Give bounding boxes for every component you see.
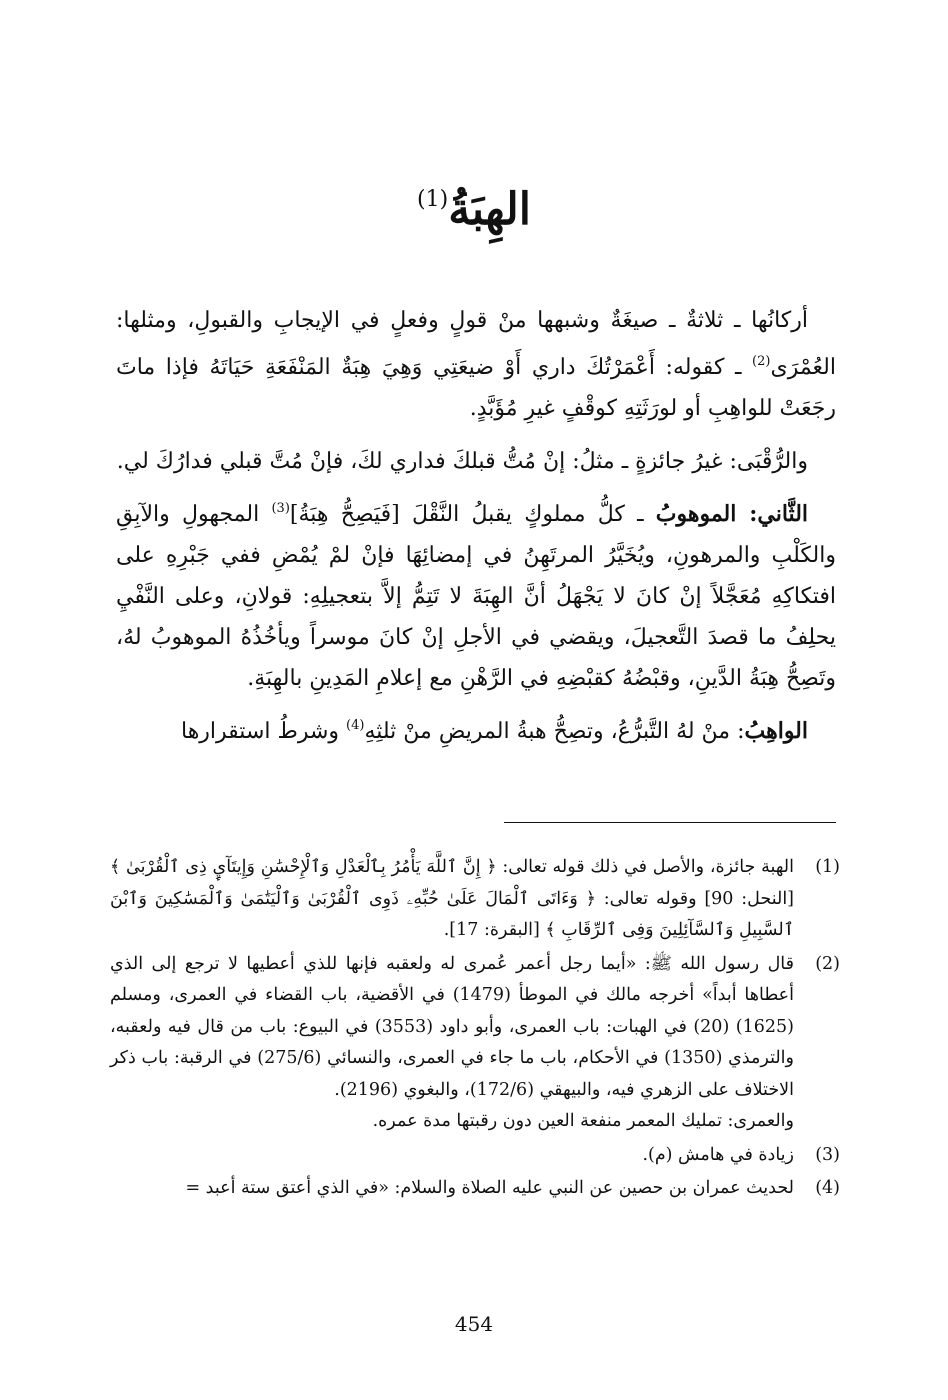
footnote (110, 1173, 840, 1205)
footnote-ref: (4) (346, 718, 365, 733)
main-text (116, 300, 836, 758)
footnote-ref: (3) (271, 501, 290, 516)
footnote-text: الهبة جائزة، والأصل في ذلك قوله تعالى: ﴿ إِنَّ ٱللَّهَ يَأْمُرُ بِٱلْعَدْلِ وَٱلْإِحْسَٰنِ وَإِيتَآيِٕ ذِى ٱلْقُرْبَىٰ ﴾ [النحل: 90] وقوله تعالى: ﴿ وَءَاتَى ٱلْمَالَ عَلَىٰ حُبِّهِۦ ذَوِى ٱلْقُرْبَىٰ وَٱلْيَتَٰمَىٰ وَٱلْمَسَٰكِينَ وَٱبْنَ ٱلسَّبِيلِ وَٱلسَّآئِلِينَ وَفِى ٱلرِّقَابِ ﴾ [البقرة: 17]. (110, 857, 795, 940)
paragraph-lead: الواهِبُ (744, 718, 808, 744)
paragraph-text-continued: ـ كقوله: أَعْمَرْتُكَ داري أَوْ ضيعَتِي وَهِيَ هِبَةٌ المَنْفَعَةِ حَيَاتَهُ فإذا ماتَ رجَعَتْ للواهِبِ أو لورَثَتِهِ كوقْفٍ غيرِ مُؤَبَّدٍ. (116, 355, 836, 421)
footnote-number: (2) (815, 953, 840, 974)
paragraph-text-continued: المجهولِ والآبِقِ والكَلْبِ والمرهونِ، ويُخَيَّرُ المرتَهِنُ في إمضائِهَا فإنْ لمْ يُمْضِ ففي جَبْرِهِ على افتكاكِهِ مُعَجَّلاً إنْ كانَ لا يَجْهَلُ أنَّ الهِبَةَ لا تَتِمُّ إلاَّ بتعجيلِهِ: قولانِ، وعلى النَّفْيِ يحلِفُ ما قصدَ التَّعجيلَ، ويقضي في الأجلِ إنْ كانَ موسراً ويأخُذُهُ الموهوبُ لهُ، وتَصِحُّ هِبَةُ الدَّينِ، وقبْضُهُ كقبْضِهِ في الرَّهْنِ مع إعلامِ المَدِينِ بالهِبَةِ. (116, 502, 836, 691)
paragraph-text: ـ كلُّ مملوكٍ يقبلُ النَّقْلَ [فَيَصِحُّ هِبَةُ] (289, 502, 656, 527)
footnote (110, 949, 840, 1138)
paragraph-text-continued: وشرطُ استقرارها (181, 719, 347, 744)
paragraph (116, 300, 836, 429)
footnote-number: (3) (815, 1144, 840, 1165)
paragraph (116, 435, 836, 482)
footnote (110, 1140, 840, 1172)
paragraph-text: أركانُها ـ ثلاثةٌ ـ صيغَةٌ وشبهها منْ قولٍ وفعلٍ في الإيجابِ والقبولِ، ومثلها: العُمْرَى (116, 308, 836, 380)
page-number: 454 (454, 1312, 494, 1336)
paragraph-lead: الثَّاني: الموهوبُ (655, 501, 809, 527)
footnotes (110, 852, 840, 1207)
footnote-number: (4) (815, 1178, 840, 1198)
paragraph (116, 488, 836, 699)
footnote-number: (1) (815, 857, 840, 877)
title-text: الهِبَةُ (448, 184, 531, 235)
paragraph-text: والرُّقْبَى: غيرُ جائزةٍ ـ مثلُ: إنْ مُتُّ قبلكَ فداري لكَ، فإنْ مُتَّ قبلي فدارُكَ لي. (116, 449, 808, 474)
paragraph (116, 705, 836, 752)
page-title (0, 170, 948, 240)
footnote-text: لحديث عمران بن حصين عن النبي عليه الصلاة والسلام: «في الذي أعتق ستة أعبد = (185, 1178, 794, 1198)
footnote-text: قال رسول الله ﷺ: «أيما رجل أعمر عُمرى له ولعقبه فإنها للذي أعطيها لا ترجع إلى الذي أعطاها أبداً» أخرجه مالك في الموطأ (1479) في الأقضية، باب القضاء في العمرى، ومسلم (1625) (20) في الهبات: باب العمرى، وأبو داود (3553) في البيوع: باب من قال فيه ولعقبه، والترمذي (1350) في الأحكام، باب ما جاء في العمرى، والنسائي (275/6) في الرقبة: باب ذكر الاختلاف على الزهري فيه، والبيهقي (172/6)، والبغوي (2196). (110, 953, 794, 1100)
footnote-extra: والعمرى: تمليك المعمر منفعة العين دون رقبتها مدة عمره. (372, 1111, 794, 1131)
paragraph-text: : منْ لهُ التَّبرُّعُ، وتصِحُّ هبةُ المريضِ منْ ثلثِهِ (364, 719, 745, 744)
footnote-text: زيادة في هامش (م). (642, 1144, 794, 1165)
title-footnote-ref: (1) (417, 187, 449, 212)
footnote-ref: (2) (752, 354, 771, 369)
footnote (110, 852, 840, 947)
footnote-separator (504, 822, 836, 823)
